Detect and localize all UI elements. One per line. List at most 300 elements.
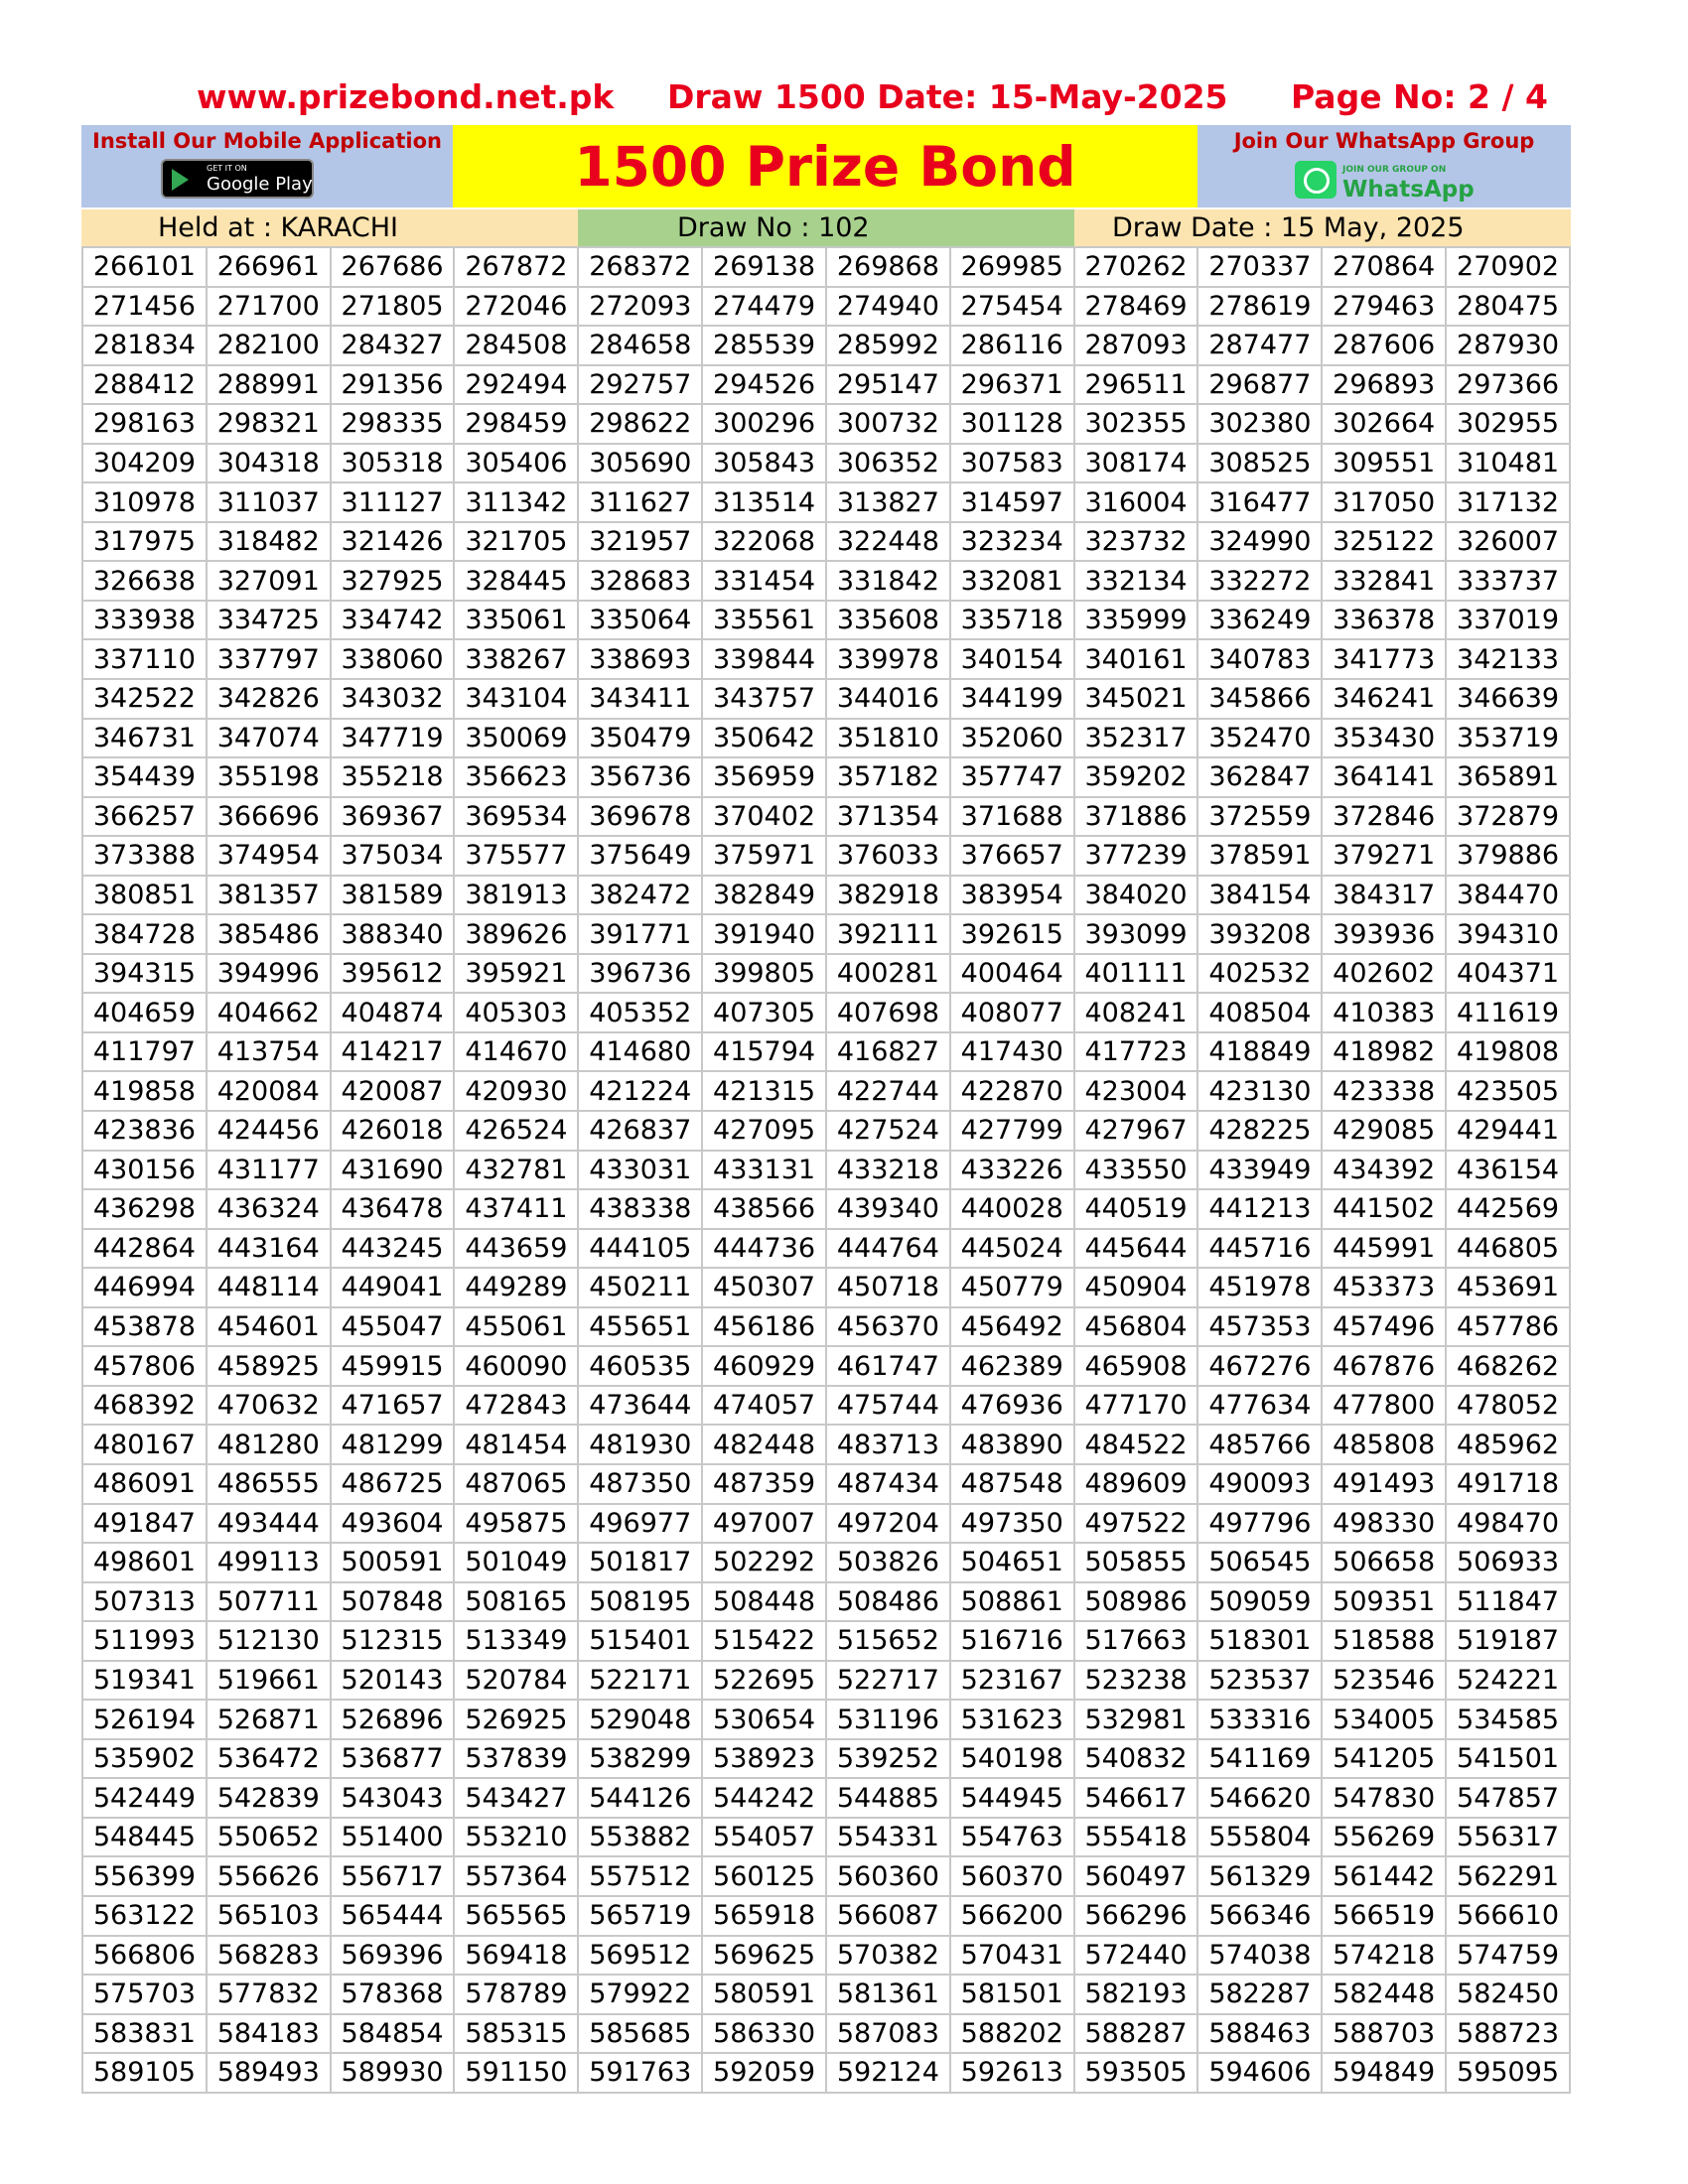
bond-number-cell: 411619	[1446, 993, 1570, 1032]
bond-number-cell: 356623	[454, 757, 578, 797]
bond-number-cell: 557512	[578, 1856, 702, 1896]
bond-number-cell: 344199	[950, 679, 1074, 719]
bond-number-cell: 370402	[702, 797, 826, 837]
bond-number-cell: 298622	[578, 404, 702, 444]
bond-number-cell: 393099	[1074, 914, 1198, 954]
bond-number-cell: 515401	[578, 1621, 702, 1661]
bond-number-cell: 498470	[1446, 1504, 1570, 1544]
bond-number-cell: 288991	[207, 365, 331, 405]
bond-number-cell: 565719	[578, 1896, 702, 1936]
bond-number-cell: 581361	[826, 1975, 950, 2014]
bond-number-cell: 507313	[82, 1582, 207, 1622]
bond-number-cell: 560125	[702, 1856, 826, 1896]
table-row	[82, 1151, 1570, 1190]
bond-number-cell: 332081	[950, 561, 1074, 601]
bond-number-cell: 470632	[207, 1386, 331, 1426]
bond-number-cell: 426524	[454, 1111, 578, 1151]
bond-number-cell: 366257	[82, 797, 207, 837]
bond-number-cell: 467876	[1322, 1346, 1446, 1386]
table-row	[82, 365, 1570, 405]
bond-number-cell: 594606	[1197, 2053, 1322, 2093]
bond-number-cell: 313827	[826, 482, 950, 522]
bond-number-cell: 582287	[1197, 1975, 1322, 2014]
bond-number-cell: 340154	[950, 639, 1074, 679]
bond-number-cell: 394996	[207, 954, 331, 994]
bond-number-cell: 475744	[826, 1386, 950, 1426]
bond-number-cell: 305690	[578, 444, 702, 483]
table-row	[82, 914, 1570, 954]
bond-number-cell: 376033	[826, 836, 950, 876]
bond-number-cell: 478052	[1446, 1386, 1570, 1426]
whatsapp-icon[interactable]	[1295, 161, 1336, 199]
bond-number-cell: 449289	[454, 1268, 578, 1307]
bond-number-cell: 298321	[207, 404, 331, 444]
bond-number-cell: 526896	[331, 1700, 455, 1739]
bond-number-cell: 566296	[1074, 1896, 1198, 1936]
bond-number-cell: 306352	[826, 444, 950, 483]
bond-number-cell: 427095	[702, 1111, 826, 1151]
bond-number-cell: 369678	[578, 797, 702, 837]
bond-number-cell: 281834	[82, 326, 207, 365]
table-row	[82, 1229, 1570, 1269]
bond-number-cell: 526194	[82, 1700, 207, 1739]
bond-number-cell: 481299	[331, 1425, 455, 1464]
bond-number-cell: 566519	[1322, 1896, 1446, 1936]
bond-number-cell: 580591	[702, 1975, 826, 2014]
bond-number-cell: 420087	[331, 1071, 455, 1111]
bond-number-cell: 444764	[826, 1229, 950, 1269]
bond-number-cell: 566346	[1197, 1896, 1322, 1936]
bond-number-cell: 578368	[331, 1975, 455, 2014]
bond-number-cell: 423130	[1197, 1071, 1322, 1111]
table-row	[82, 1111, 1570, 1151]
bond-number-cell: 531196	[826, 1700, 950, 1739]
bond-number-cell: 583831	[82, 2014, 207, 2054]
bond-number-cell: 269985	[950, 247, 1074, 287]
table-row	[82, 1896, 1570, 1936]
bond-number-cell: 433218	[826, 1151, 950, 1190]
bond-number-cell: 507711	[207, 1582, 331, 1622]
bond-number-cell: 579922	[578, 1975, 702, 2014]
bond-number-cell: 420930	[454, 1071, 578, 1111]
bond-number-cell: 337797	[207, 639, 331, 679]
bond-number-cell: 591150	[454, 2053, 578, 2093]
bond-number-cell: 408077	[950, 993, 1074, 1032]
bond-number-cell: 432781	[454, 1151, 578, 1190]
bond-number-cell: 405352	[578, 993, 702, 1032]
bond-number-cell: 407698	[826, 993, 950, 1032]
bond-number-cell: 436298	[82, 1189, 207, 1229]
bond-number-cell: 506933	[1446, 1543, 1570, 1582]
bond-number-cell: 292494	[454, 365, 578, 405]
bond-number-cell: 333938	[82, 601, 207, 640]
bond-number-cell: 378591	[1197, 836, 1322, 876]
table-row	[82, 1543, 1570, 1582]
bond-number-cell: 499113	[207, 1543, 331, 1582]
bond-number-cell: 267872	[454, 247, 578, 287]
bond-number-cell: 592124	[826, 2053, 950, 2093]
bond-number-cell: 587083	[826, 2014, 950, 2054]
bond-number-cell: 274479	[702, 287, 826, 327]
bond-number-cell: 456370	[826, 1307, 950, 1347]
bond-number-cell: 384470	[1446, 876, 1570, 915]
bond-number-cell: 393936	[1322, 914, 1446, 954]
bond-number-cell: 490093	[1197, 1464, 1322, 1504]
table-row	[82, 1071, 1570, 1111]
bond-number-cell: 555804	[1197, 1818, 1322, 1857]
bond-number-cell: 429441	[1446, 1111, 1570, 1151]
bond-number-cell: 565103	[207, 1896, 331, 1936]
bond-number-cell: 383954	[950, 876, 1074, 915]
bond-number-cell: 434392	[1322, 1151, 1446, 1190]
bond-number-cell: 450307	[702, 1268, 826, 1307]
bond-number-cell: 377239	[1074, 836, 1198, 876]
bond-number-cell: 336249	[1197, 601, 1322, 640]
table-row	[82, 561, 1570, 601]
bond-number-cell: 338267	[454, 639, 578, 679]
table-row	[82, 1425, 1570, 1464]
bond-number-cell: 556399	[82, 1856, 207, 1896]
bond-number-cell: 530654	[702, 1700, 826, 1739]
bond-number-cell: 491493	[1322, 1464, 1446, 1504]
bond-number-cell: 433131	[702, 1151, 826, 1190]
bond-number-cell: 298459	[454, 404, 578, 444]
bond-number-cell: 285992	[826, 326, 950, 365]
bond-number-cell: 539252	[826, 1739, 950, 1779]
bond-number-cell: 578789	[454, 1975, 578, 2014]
bond-number-cell: 339978	[826, 639, 950, 679]
bond-number-cell: 481280	[207, 1425, 331, 1464]
draw-date: Draw Date : 15 May, 2025	[1074, 209, 1571, 246]
bond-number-cell: 544945	[950, 1778, 1074, 1818]
bond-number-cell: 423338	[1322, 1071, 1446, 1111]
bond-number-cell: 420084	[207, 1071, 331, 1111]
bond-number-cell: 372846	[1322, 797, 1446, 837]
bond-number-cell: 311627	[578, 482, 702, 522]
bond-number-cell: 584854	[331, 2014, 455, 2054]
bond-number-cell: 526871	[207, 1700, 331, 1739]
bond-number-cell: 585685	[578, 2014, 702, 2054]
bond-number-cell: 444736	[702, 1229, 826, 1269]
bond-number-cell: 581501	[950, 1975, 1074, 2014]
page-header	[0, 73, 1688, 121]
table-row	[82, 679, 1570, 719]
bond-number-cell: 380851	[82, 876, 207, 915]
bond-number-cell: 382918	[826, 876, 950, 915]
bond-number-cell: 487065	[454, 1464, 578, 1504]
bond-number-cell: 589930	[331, 2053, 455, 2093]
bond-number-cell: 301128	[950, 404, 1074, 444]
bond-number-cell: 371354	[826, 797, 950, 837]
bond-number-cell: 454601	[207, 1307, 331, 1347]
whatsapp-badge-text[interactable]: WhatsApp	[1342, 177, 1475, 203]
bond-number-cell: 413754	[207, 1032, 331, 1072]
bond-number-cell: 302664	[1322, 404, 1446, 444]
bond-number-cell: 402602	[1322, 954, 1446, 994]
bond-number-cell: 515652	[826, 1621, 950, 1661]
table-row	[82, 1856, 1570, 1896]
google-play-big-text: Google Play	[207, 174, 313, 195]
bond-number-cell: 284508	[454, 326, 578, 365]
bond-number-cell: 417723	[1074, 1032, 1198, 1072]
table-row	[82, 1268, 1570, 1307]
bond-number-cell: 465908	[1074, 1346, 1198, 1386]
bond-number-cell: 520143	[331, 1661, 455, 1701]
whatsapp-panel	[1197, 125, 1571, 207]
bond-number-cell: 287477	[1197, 326, 1322, 365]
bond-number-cell: 443245	[331, 1229, 455, 1269]
table-row	[82, 287, 1570, 327]
table-row	[82, 444, 1570, 483]
bond-number-cell: 569418	[454, 1936, 578, 1976]
bond-number-cell: 486725	[331, 1464, 455, 1504]
bond-number-cell: 339844	[702, 639, 826, 679]
bond-number-cell: 535902	[82, 1739, 207, 1779]
bond-number-cell: 523537	[1197, 1661, 1322, 1701]
bond-number-cell: 400281	[826, 954, 950, 994]
bond-number-cell: 270262	[1074, 247, 1198, 287]
bond-number-cell: 404874	[331, 993, 455, 1032]
bond-number-cell: 433031	[578, 1151, 702, 1190]
table-row	[82, 2053, 1570, 2093]
bond-number-cell: 347074	[207, 719, 331, 758]
table-row	[82, 1464, 1570, 1504]
bond-number-cell: 302380	[1197, 404, 1322, 444]
bond-number-cell: 496977	[578, 1504, 702, 1544]
bond-number-cell: 369534	[454, 797, 578, 837]
bond-number-cell: 324990	[1197, 522, 1322, 562]
bond-number-cell: 395921	[454, 954, 578, 994]
bond-number-cell: 357182	[826, 757, 950, 797]
bond-number-cell: 497796	[1197, 1504, 1322, 1544]
bond-number-cell: 322068	[702, 522, 826, 562]
bond-number-cell: 468262	[1446, 1346, 1570, 1386]
google-play-icon	[172, 169, 189, 191]
bond-number-cell: 362847	[1197, 757, 1322, 797]
bond-number-cell: 536877	[331, 1739, 455, 1779]
bond-number-cell: 585315	[454, 2014, 578, 2054]
bond-number-cell: 311127	[331, 482, 455, 522]
bond-number-cell: 345021	[1074, 679, 1198, 719]
bond-number-cell: 298335	[331, 404, 455, 444]
bond-number-cell: 554057	[702, 1818, 826, 1857]
table-row	[82, 482, 1570, 522]
bond-number-cell: 381589	[331, 876, 455, 915]
whatsapp-caption: Join Our WhatsApp Group	[1233, 129, 1535, 153]
bond-number-cell: 373388	[82, 836, 207, 876]
bond-number-cell: 389626	[454, 914, 578, 954]
bond-number-cell: 439340	[826, 1189, 950, 1229]
bond-number-cell: 561442	[1322, 1856, 1446, 1896]
bond-number-cell: 272046	[454, 287, 578, 327]
bond-number-cell: 414217	[331, 1032, 455, 1072]
bond-number-cell: 335064	[578, 601, 702, 640]
bond-number-cell: 461747	[826, 1346, 950, 1386]
bond-number-cell: 482448	[702, 1425, 826, 1464]
bond-number-cell: 444105	[578, 1229, 702, 1269]
google-play-badge[interactable]	[161, 159, 314, 199]
bond-number-cell: 523546	[1322, 1661, 1446, 1701]
bond-number-cell: 513349	[454, 1621, 578, 1661]
banner	[81, 125, 1571, 207]
table-row	[82, 522, 1570, 562]
bond-number-cell: 443164	[207, 1229, 331, 1269]
bond-number-cell: 338693	[578, 639, 702, 679]
bond-number-cell: 307583	[950, 444, 1074, 483]
bond-number-cell: 346731	[82, 719, 207, 758]
bond-number-cell: 340783	[1197, 639, 1322, 679]
bond-number-cell: 540198	[950, 1739, 1074, 1779]
table-row	[82, 993, 1570, 1032]
bond-number-cell: 419858	[82, 1071, 207, 1111]
bond-number-table	[81, 246, 1571, 2094]
bond-number-cell: 327925	[331, 561, 455, 601]
bond-number-cell: 562291	[1446, 1856, 1570, 1896]
google-play-small-text: GET IT ON	[207, 164, 247, 173]
bond-number-cell: 322448	[826, 522, 950, 562]
bond-number-cell: 375649	[578, 836, 702, 876]
bond-number-cell: 357747	[950, 757, 1074, 797]
bond-number-cell: 498601	[82, 1543, 207, 1582]
table-row	[82, 836, 1570, 876]
draw-info: Draw 1500 Date: 15-May-2025	[667, 77, 1228, 116]
bond-number-cell: 566087	[826, 1896, 950, 1936]
table-row	[82, 1346, 1570, 1386]
bond-number-cell: 356736	[578, 757, 702, 797]
bond-number-cell: 487350	[578, 1464, 702, 1504]
bond-number-cell: 450211	[578, 1268, 702, 1307]
bond-number-cell: 472843	[454, 1386, 578, 1426]
bond-number-cell: 477800	[1322, 1386, 1446, 1426]
bond-number-cell: 292757	[578, 365, 702, 405]
bond-number-cell: 343411	[578, 679, 702, 719]
app-install-panel	[81, 125, 453, 207]
bond-number-cell: 404659	[82, 993, 207, 1032]
bond-number-cell: 588723	[1446, 2014, 1570, 2054]
bond-number-cell: 547830	[1322, 1778, 1446, 1818]
bond-number-cell: 436154	[1446, 1151, 1570, 1190]
bond-number-cell: 418982	[1322, 1032, 1446, 1072]
bond-number-cell: 555418	[1074, 1818, 1198, 1857]
website-link[interactable]: www.prizebond.net.pk	[197, 77, 615, 116]
bond-number-cell: 519341	[82, 1661, 207, 1701]
bond-number-cell: 504651	[950, 1543, 1074, 1582]
bond-number-cell: 381357	[207, 876, 331, 915]
bond-number-cell: 268372	[578, 247, 702, 287]
bond-number-cell: 485766	[1197, 1425, 1322, 1464]
bond-number-cell: 453373	[1322, 1268, 1446, 1307]
bond-number-cell: 326007	[1446, 522, 1570, 562]
bond-number-cell: 477634	[1197, 1386, 1322, 1426]
bond-number-cell: 536472	[207, 1739, 331, 1779]
bond-number-cell: 332841	[1322, 561, 1446, 601]
bond-number-cell: 287930	[1446, 326, 1570, 365]
bond-number-cell: 506658	[1322, 1543, 1446, 1582]
bond-number-cell: 575703	[82, 1975, 207, 2014]
bond-number-cell: 516716	[950, 1621, 1074, 1661]
bond-number-cell: 317050	[1322, 482, 1446, 522]
page-number: Page No: 2 / 4	[1291, 77, 1548, 116]
bond-number-cell: 500591	[331, 1543, 455, 1582]
bond-number-cell: 278619	[1197, 287, 1322, 327]
bond-number-cell: 570431	[950, 1936, 1074, 1976]
bond-number-cell: 350069	[454, 719, 578, 758]
bond-number-cell: 519661	[207, 1661, 331, 1701]
bond-number-cell: 423505	[1446, 1071, 1570, 1111]
bond-number-cell: 542449	[82, 1778, 207, 1818]
bond-number-cell: 365891	[1446, 757, 1570, 797]
bond-number-cell: 287606	[1322, 326, 1446, 365]
bond-number-cell: 445644	[1074, 1229, 1198, 1269]
bond-number-cell: 382849	[702, 876, 826, 915]
bond-number-cell: 518301	[1197, 1621, 1322, 1661]
bond-number-cell: 485962	[1446, 1425, 1570, 1464]
bond-number-cell: 285539	[702, 326, 826, 365]
bond-number-cell: 541205	[1322, 1739, 1446, 1779]
bond-number-cell: 321705	[454, 522, 578, 562]
bond-number-cell: 498330	[1322, 1504, 1446, 1544]
bond-number-cell: 560497	[1074, 1856, 1198, 1896]
bond-number-cell: 375034	[331, 836, 455, 876]
bond-number-cell: 352470	[1197, 719, 1322, 758]
bond-number-cell: 569625	[702, 1936, 826, 1976]
bond-number-cell: 460090	[454, 1346, 578, 1386]
bond-number-cell: 448114	[207, 1268, 331, 1307]
table-row	[82, 326, 1570, 365]
bond-number-cell: 287093	[1074, 326, 1198, 365]
bond-number-cell: 497522	[1074, 1504, 1198, 1544]
bond-number-cell: 509059	[1197, 1582, 1322, 1622]
bond-number-cell: 541169	[1197, 1739, 1322, 1779]
bond-number-cell: 394310	[1446, 914, 1570, 954]
bond-number-cell: 554763	[950, 1818, 1074, 1857]
bond-number-cell: 553210	[454, 1818, 578, 1857]
bond-number-cell: 354439	[82, 757, 207, 797]
bond-number-cell: 375577	[454, 836, 578, 876]
bond-number-cell: 557364	[454, 1856, 578, 1896]
bond-number-cell: 284327	[331, 326, 455, 365]
bond-number-cell: 286116	[950, 326, 1074, 365]
bond-number-cell: 485808	[1322, 1425, 1446, 1464]
bond-number-cell: 433550	[1074, 1151, 1198, 1190]
bond-number-cell: 297366	[1446, 365, 1570, 405]
bond-number-cell: 441502	[1322, 1189, 1446, 1229]
bond-number-cell: 270864	[1322, 247, 1446, 287]
bond-number-cell: 304318	[207, 444, 331, 483]
bond-number-cell: 280475	[1446, 287, 1570, 327]
bond-number-cell: 445024	[950, 1229, 1074, 1269]
bond-number-cell: 371688	[950, 797, 1074, 837]
bond-number-cell: 271805	[331, 287, 455, 327]
bond-number-cell: 566806	[82, 1936, 207, 1976]
bond-number-cell: 456804	[1074, 1307, 1198, 1347]
bond-number-cell: 347719	[331, 719, 455, 758]
bond-number-cell: 456186	[702, 1307, 826, 1347]
bond-number-cell: 512315	[331, 1621, 455, 1661]
table-row	[82, 797, 1570, 837]
bond-number-cell: 511847	[1446, 1582, 1570, 1622]
bond-number-cell: 422744	[826, 1071, 950, 1111]
bond-number-cell: 422870	[950, 1071, 1074, 1111]
bond-number-cell: 593505	[1074, 2053, 1198, 2093]
bond-number-cell: 426018	[331, 1111, 455, 1151]
bond-number-cell: 356959	[702, 757, 826, 797]
table-row	[82, 1818, 1570, 1857]
bond-number-cell: 337110	[82, 639, 207, 679]
bond-number-cell: 419808	[1446, 1032, 1570, 1072]
bond-number-cell: 517663	[1074, 1621, 1198, 1661]
bond-number-cell: 544885	[826, 1778, 950, 1818]
